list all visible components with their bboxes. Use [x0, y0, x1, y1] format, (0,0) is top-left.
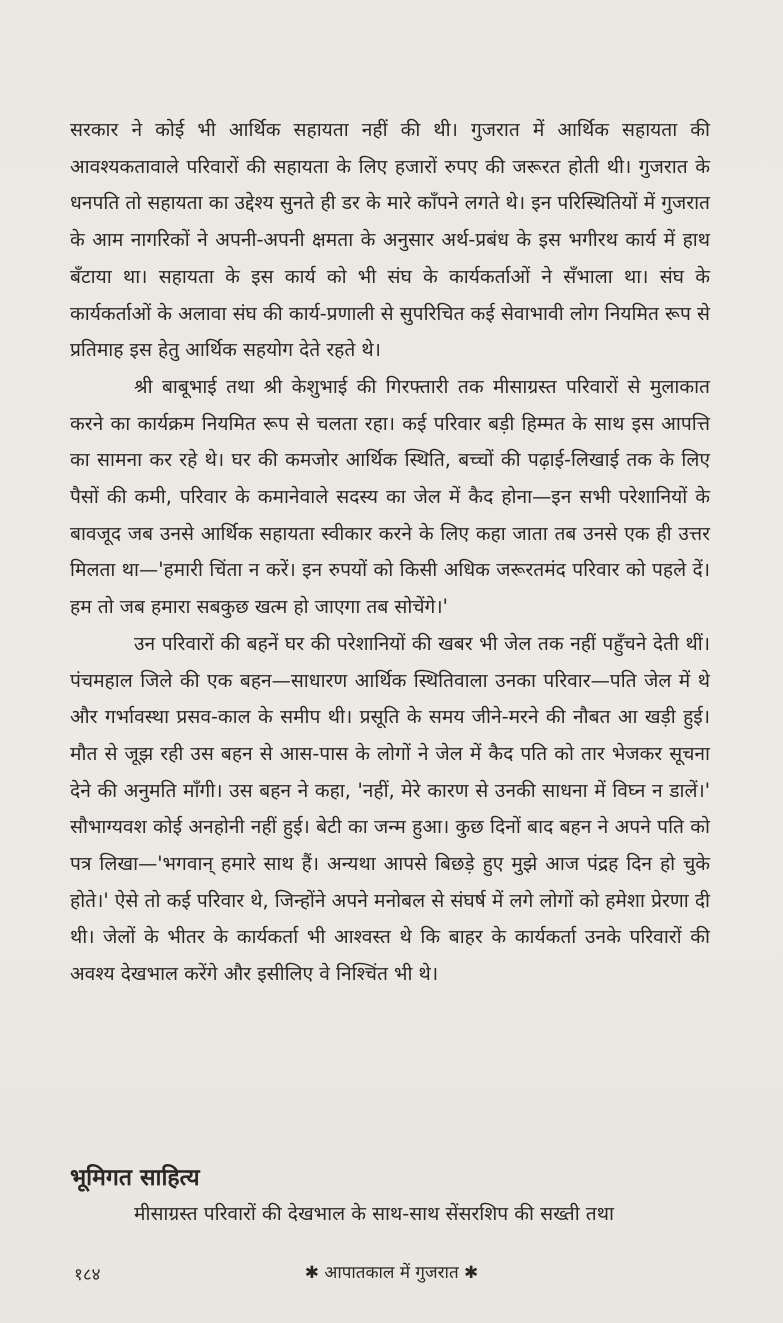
- running-footer: ✱ आपातकाल में गुजरात ✱: [304, 1263, 479, 1283]
- body-text: [70, 112, 710, 993]
- section-heading: भूमिगत साहित्य: [70, 1165, 200, 1191]
- paragraph-3: उन परिवारों की बहनें घर की परेशानियों की खबर भी जेल तक नहीं पहुँचने देती थीं। पंचमहाल जिले की एक बहन—साधारण आर्थिक स्थितिवाला उनका परिवार—पति जेल में थे और गर्भावस्था प्रसव-काल के समीप थी। प्रसूति के समय जीने-मरने की नौबत आ खड़ी हुई। मौत से जूझ रही उस बहन से आस-पास के लोगों ने जेल में कैद पति को तार भेजकर सूचना देने की अनुमति माँगी। उस बहन ने कहा, 'नहीं, मेरे कारण से उनकी साधना में विघ्न न डालें।' सौभाग्यवश कोई अनहोनी नहीं हुई। बेटी का जन्म हुआ। कुछ दिनों बाद बहन ने अपने पति को पत्र लिखा—'भगवान् हमारे साथ हैं। अन्यथा आपसे बिछड़े हुए मुझे आज पंद्रह दिन हो चुके होते।' ऐसे तो कई परिवार थे, जिन्होंने अपने मनोबल से संघर्ष में लगे लोगों को हमेशा प्रेरणा दी थी। जेलों के भीतर के कार्यकर्ता भी आश्वस्त थे कि बाहर के कार्यकर्ता उनके परिवारों की अवश्य देखभाल करेंगे और इसीलिए वे निश्चिंत भी थे।: [70, 631, 710, 986]
- paragraph-2: श्री बाबूभाई तथा श्री केशुभाई की गिरफ्तारी तक मीसाग्रस्त परिवारों से मुलाकात करने का कार्यक्रम नियमित रूप से चलता रहा। कई परिवार बड़ी हिम्मत के साथ इस आपत्ति का सामना कर रहे थे। घर की कमजोर आर्थिक स्थिति, बच्चों की पढ़ाई-लिखाई तक के लिए पैसों की कमी, परिवार के कमानेवाले सदस्य का जेल में कैद होना—इन सभी परेशानियों के बावजूद जब उनसे आर्थिक सहायता स्वीकार करने के लिए कहा जाता तब उनसे एक ही उत्तर मिलता था—'हमारी चिंता न करें। इन रुपयों को किसी अधिक जरूरतमंद परिवार को पहले दें। हम तो जब हमारा सबकुछ खत्म हो जाएगा तब सोचेंगे।': [70, 374, 710, 619]
- page-number: १८४: [74, 1265, 101, 1285]
- paragraph-1: सरकार ने कोई भी आर्थिक सहायता नहीं की थी। गुजरात में आर्थिक सहायता की आवश्यकतावाले परिवारों की सहायता के लिए हजारों रुपए की जरूरत होती थी। गुजरात के धनपति तो सहायता का उद्देश्य सुनते ही डर के मारे काँपने लगते थे। इन परिस्थितियों में गुजरात के आम नागरिकों ने अपनी-अपनी क्षमता के अनुसार अर्थ-प्रबंध के इस भगीरथ कार्य में हाथ बँटाया था। सहायता के इस कार्य को भी संघ के कार्यकर्ताओं ने सँभाला था। संघ के कार्यकर्ताओं के अलावा संघ की कार्य-प्रणाली से सुपरिचित कई सेवाभावी लोग नियमित रूप से प्रतिमाह इस हेतु आर्थिक सहयोग देते रहते थे।: [70, 118, 710, 362]
- section-first-line: मीसाग्रस्त परिवारों की देखभाल के साथ-साथ सेंसरशिप की सख्ती तथा: [134, 1202, 614, 1225]
